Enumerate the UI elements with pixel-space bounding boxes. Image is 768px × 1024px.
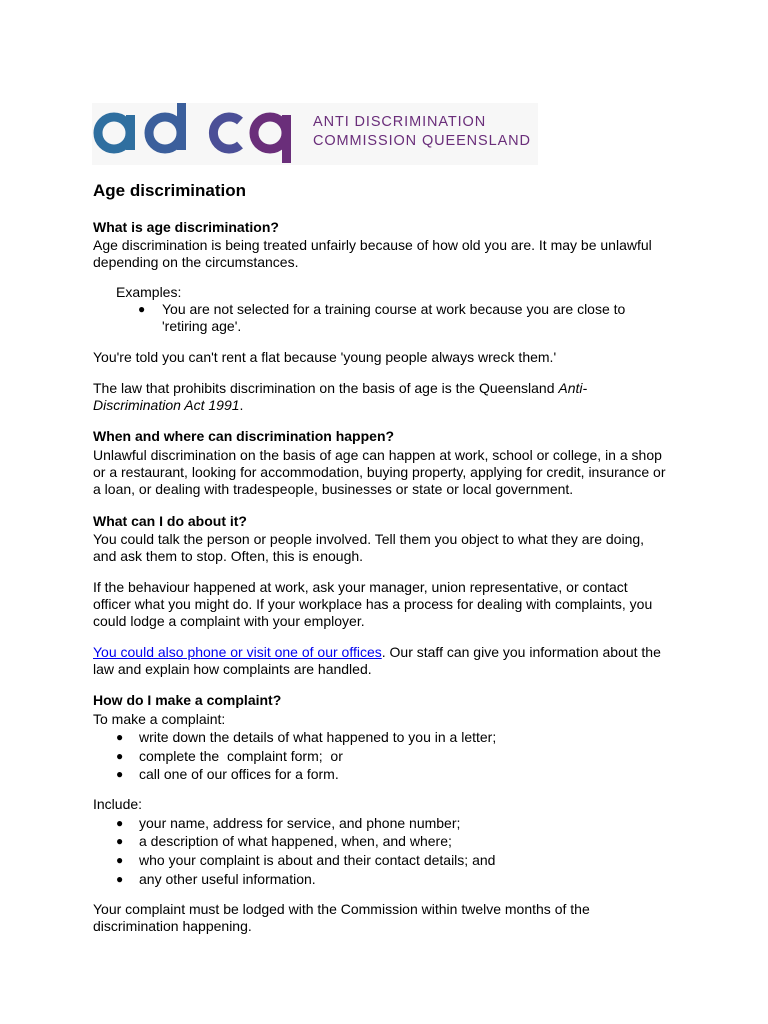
bullet-icon: ● [116, 730, 124, 744]
list-item: write down the details of what happened to you in a letter; [139, 729, 497, 745]
list-item: call one of our offices for a form. [139, 766, 339, 782]
offices-link[interactable]: You could also phone or visit one of our offices [93, 644, 382, 660]
logo-line-2: COMMISSION QUEENSLAND [313, 133, 531, 149]
paragraph-line: depending on the circumstances. [93, 254, 299, 270]
logo-wordmark [313, 113, 531, 151]
paragraph-line: Your complaint must be lodged with the Commission within twelve months of the [93, 901, 590, 917]
example-line: You are not selected for a training course at work because you are close to [162, 301, 626, 317]
heading-what-is: What is age discrimination? [93, 219, 279, 235]
paragraph-law [93, 380, 693, 397]
adcq-logo-mark [92, 103, 302, 165]
paragraph-contact [93, 644, 693, 661]
example-line: 'retiring age'. [162, 318, 242, 334]
heading-what-can-i-do: What can I do about it? [93, 513, 247, 529]
paragraph: Include: [93, 796, 143, 812]
list-item: who your complaint is about and their contact details; and [139, 852, 496, 868]
text: The law that prohibits discrimination on the basis of age is the Queensland [93, 380, 559, 396]
paragraph-law-cont [93, 397, 693, 414]
paragraph-line: officer what you might do. If your workplace has a process for dealing with complaints, you [93, 596, 653, 612]
list-item: a description of what happened, when, and where; [139, 833, 452, 849]
paragraph: You're told you can't rent a flat because 'young people always wreck them.' [93, 349, 557, 365]
examples-label: Examples: [116, 284, 182, 300]
page-title: Age discrimination [93, 181, 247, 200]
bullet-icon: ● [116, 749, 124, 763]
bullet-icon: ● [116, 872, 124, 886]
bullet-icon: ● [116, 816, 124, 830]
paragraph-line: You could talk the person or people involved. Tell them you object to what they are doing, [93, 531, 645, 547]
logo-line-1: ANTI DISCRIMINATION [313, 114, 487, 130]
list-item: your name, address for service, and phone number; [139, 815, 461, 831]
heading-when-where: When and where can discrimination happen? [93, 428, 395, 444]
text: . Our staff can give you information about the [381, 644, 661, 660]
list-item: any other useful information. [139, 871, 316, 887]
bullet-icon: ● [116, 834, 124, 848]
bullet-icon: ● [138, 302, 146, 316]
paragraph-line: could lodge a complaint with your employer. [93, 613, 365, 629]
paragraph-line: Unlawful discrimination on the basis of age can happen at work, school or college, in a shop [93, 447, 662, 463]
bullet-icon: ● [116, 853, 124, 867]
paragraph-line: Age discrimination is being treated unfairly because of how old you are. It may be unlawful [93, 237, 652, 253]
bullet-icon: ● [116, 767, 124, 781]
paragraph-line: a loan, or dealing with tradespeople, businesses or state or local government. [93, 481, 574, 497]
paragraph-line: discrimination happening. [93, 918, 252, 934]
act-name-part: Anti- [558, 380, 588, 396]
paragraph-line: or a restaurant, looking for accommodation, buying property, applying for credit, insurance or [93, 464, 666, 480]
act-name: Discrimination Act 1991 [93, 397, 240, 413]
paragraph: To make a complaint: [93, 711, 226, 727]
heading-how-complaint: How do I make a complaint? [93, 692, 282, 708]
text: . [239, 397, 244, 413]
paragraph-line: law and explain how complaints are handled. [93, 661, 372, 677]
paragraph-line: If the behaviour happened at work, ask your manager, union representative, or contact [93, 579, 628, 595]
adcq-logo [92, 103, 538, 165]
list-item: complete the complaint form; or [139, 748, 343, 764]
paragraph-line: and ask them to stop. Often, this is enough. [93, 548, 364, 564]
